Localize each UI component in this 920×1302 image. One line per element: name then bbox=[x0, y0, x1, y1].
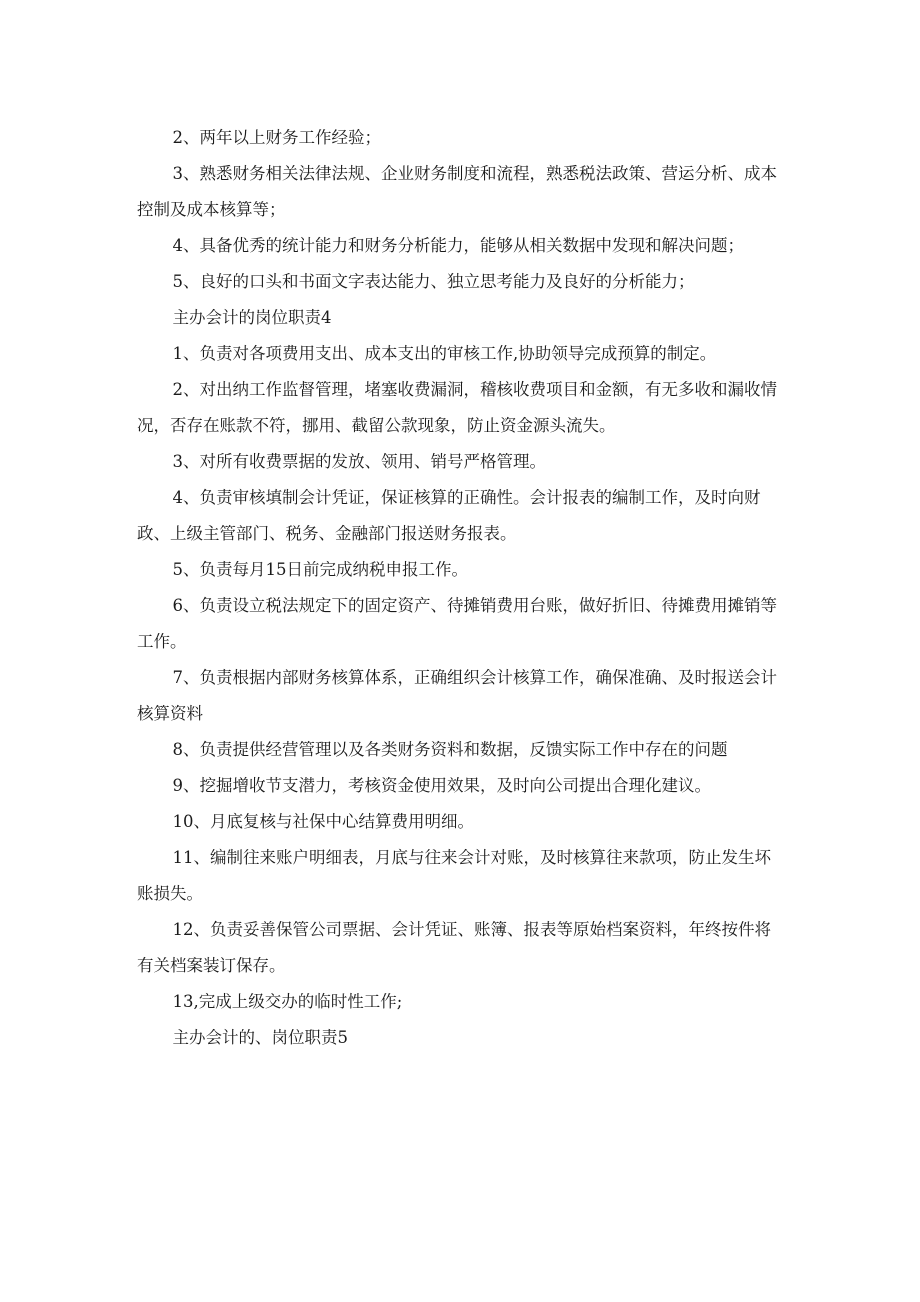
paragraph: 1、负责对各项费用支出、成本支出的审核工作,协助领导完成预算的制定。 bbox=[172, 344, 717, 363]
paragraph: 11、编制往来账户明细表，月底与往来会计对账，及时核算往来款项，防止发生坏账损失。 bbox=[137, 848, 771, 903]
paragraph: 9、挖掘增收节支潜力，考核资金使用效果，及时向公司提出合理化建议。 bbox=[172, 776, 711, 795]
section-heading: 主办会计的岗位职责4 bbox=[172, 308, 332, 327]
paragraph: 5、负责每月15日前完成纳税申报工作。 bbox=[172, 560, 468, 579]
section-heading: 主办会计的、岗位职责5 bbox=[172, 1028, 348, 1047]
paragraph: 13,完成上级交办的临时性工作; bbox=[172, 992, 403, 1011]
paragraph: 2、对出纳工作监督管理，堵塞收费漏洞，稽核收费项目和金额，有无多收和漏收情况，否存在账款不符，挪用、截留公款现象，防止资金源头流失。 bbox=[137, 380, 777, 435]
paragraph: 12、负责妥善保管公司票据、会计凭证、账簿、报表等原始档案资料，年终按件将有关档案装订保存。 bbox=[137, 920, 771, 975]
paragraph: 3、熟悉财务相关法律法规、企业财务制度和流程，熟悉税法政策、营运分析、成本控制及成本核算等； bbox=[137, 164, 777, 219]
paragraph: 8、负责提供经营管理以及各类财务资料和数据，反馈实际工作中存在的问题 bbox=[172, 740, 728, 759]
paragraph: 7、负责根据内部财务核算体系，正确组织会计核算工作，确保准确、及时报送会计核算资料 bbox=[137, 668, 777, 723]
paragraph: 5、良好的口头和书面文字表达能力、独立思考能力及良好的分析能力； bbox=[172, 272, 695, 291]
paragraph: 3、对所有收费票据的发放、领用、销号严格管理。 bbox=[172, 452, 546, 471]
paragraph: 10、月底复核与社保中心结算费用明细。 bbox=[172, 812, 474, 831]
paragraph: 4、具备优秀的统计能力和财务分析能力，能够从相关数据中发现和解决问题； bbox=[172, 236, 744, 255]
document-body bbox=[137, 120, 785, 1056]
paragraph: 6、负责设立税法规定下的固定资产、待摊销费用台账，做好折旧、待摊费用摊销等工作。 bbox=[137, 596, 777, 651]
paragraph: 4、负责审核填制会计凭证，保证核算的正确性。会计报表的编制工作，及时向财政、上级主管部门、税务、金融部门报送财务报表。 bbox=[137, 488, 761, 543]
paragraph: 2、两年以上财务工作经验； bbox=[172, 128, 381, 147]
